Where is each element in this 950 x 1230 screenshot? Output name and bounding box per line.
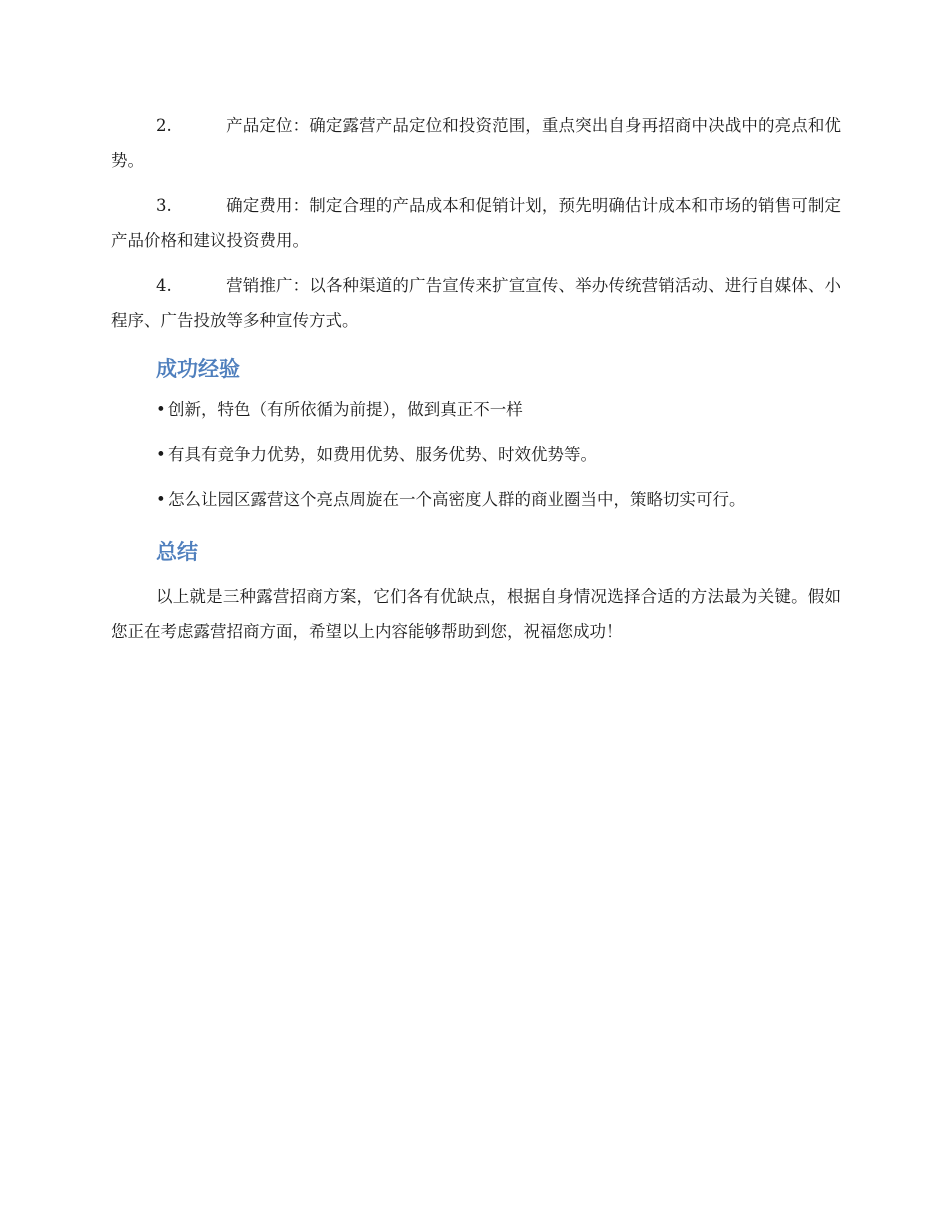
section-heading-summary: 总结 [156, 540, 198, 564]
item-text: 确定费用：制定合理的产品成本和促销计划，预先明确估计成本和市场的销售可制定产品价格和建议投资费用。 [111, 196, 841, 250]
item-text: 产品定位：确定露营产品定位和投资范围，重点突出自身再招商中决战中的亮点和优势。 [111, 116, 841, 170]
bullet-text: 创新，特色（有所依循为前提），做到真正不一样 [168, 400, 523, 419]
bullet-item [156, 441, 841, 469]
item-text: 营销推广：以各种渠道的广告宣传来扩宣宣传、举办传统营销活动、进行自媒体、小程序、广告投放等多种宣传方式。 [111, 276, 841, 330]
numbered-item-positioning [111, 108, 841, 178]
bullet-item [156, 396, 841, 424]
bullet-text: 有具有竞争力优势，如费用优势、服务优势、时效优势等。 [168, 445, 597, 464]
numbered-item-costs [111, 188, 841, 258]
item-number: 2. [156, 116, 172, 135]
bullet-text: 怎么让园区露营这个亮点周旋在一个高密度人群的商业圈当中，策略切实可行。 [168, 490, 746, 509]
numbered-item-marketing [111, 268, 841, 338]
bullet-dot: • [156, 490, 166, 509]
section-heading-success: 成功经验 [156, 357, 240, 381]
item-number: 3. [156, 196, 172, 215]
document-content [111, 108, 841, 649]
bullet-item [156, 486, 841, 514]
summary-paragraph: 以上就是三种露营招商方案，它们各有优缺点，根据自身情况选择合适的方法最为关键。假如您正在考虑露营招商方面，希望以上内容能够帮助到您，祝福您成功！ [111, 587, 841, 641]
bullet-dot: • [156, 445, 166, 464]
item-number: 4. [156, 276, 172, 295]
bullet-dot: • [156, 400, 166, 419]
